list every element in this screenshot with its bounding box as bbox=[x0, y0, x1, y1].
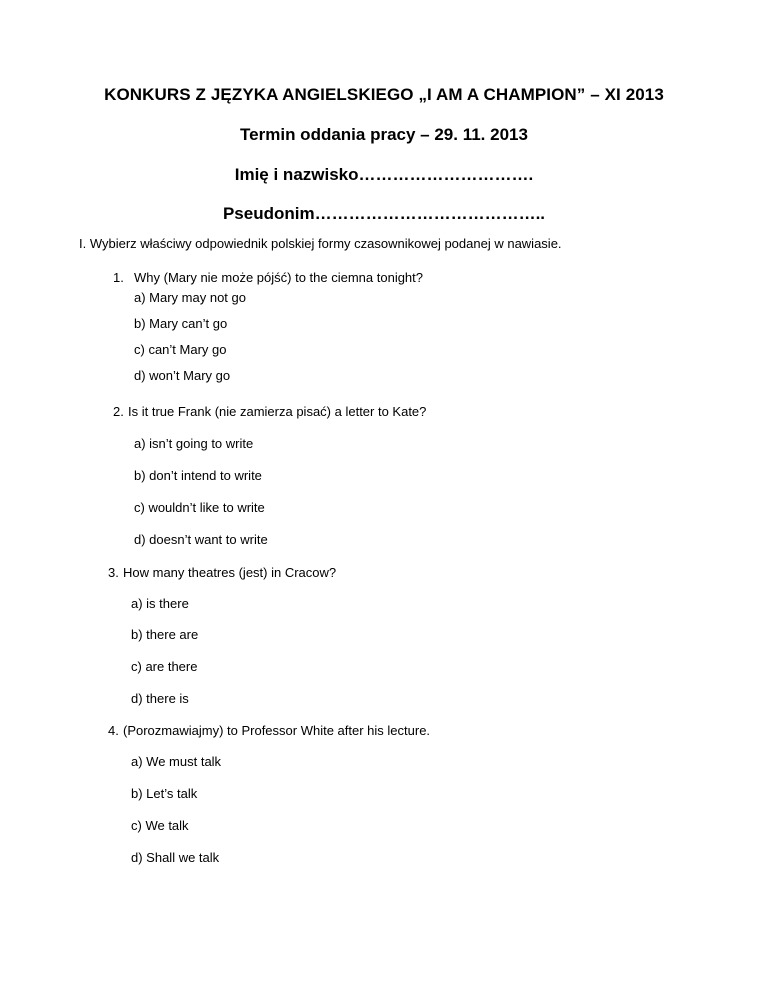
answer-option: b) Let’s talk bbox=[131, 786, 198, 801]
answer-option: d) there is bbox=[131, 691, 189, 706]
name-field-line: Imię i nazwisko…………………………. bbox=[234, 165, 534, 184]
answer-option: a) We must talk bbox=[131, 754, 222, 769]
question-number: 4. bbox=[108, 723, 119, 738]
answer-option: c) wouldn’t like to write bbox=[134, 500, 265, 515]
pseudonym-field-line: Pseudonim………………………………….. bbox=[222, 204, 546, 223]
answer-option: d) Shall we talk bbox=[131, 850, 220, 865]
answer-option: d) won’t Mary go bbox=[134, 368, 231, 383]
answer-option: a) Mary may not go bbox=[134, 290, 246, 305]
answer-option: c) We talk bbox=[131, 818, 189, 833]
answer-option: b) don’t intend to write bbox=[134, 468, 262, 483]
answer-option: c) are there bbox=[131, 659, 198, 674]
question-text: (Porozmawiajmy) to Professor White after his lecture. bbox=[123, 723, 431, 738]
question-number: 1. bbox=[113, 270, 124, 285]
answer-option: a) isn’t going to write bbox=[134, 436, 254, 451]
section-instruction: I. Wybierz właściwy odpowiednik polskiej formy czasownikowej podanej w nawiasie. bbox=[79, 236, 562, 251]
answer-option: b) Mary can’t go bbox=[134, 316, 228, 331]
contest-title: KONKURS Z JĘZYKA ANGIELSKIEGO „I AM A CHAMPION” – XI 2013 bbox=[104, 85, 664, 104]
question-text: Why (Mary nie może pójść) to the ciemna tonight? bbox=[134, 270, 424, 285]
answer-option: c) can’t Mary go bbox=[134, 342, 227, 357]
question-number: 2. bbox=[113, 404, 124, 419]
question-text: Is it true Frank (nie zamierza pisać) a letter to Kate? bbox=[128, 404, 427, 419]
deadline-line: Termin oddania pracy – 29. 11. 2013 bbox=[240, 125, 528, 144]
answer-option: d) doesn’t want to write bbox=[134, 532, 268, 547]
question-number: 3. bbox=[108, 565, 119, 580]
answer-option: a) is there bbox=[131, 596, 189, 611]
question-text: How many theatres (jest) in Cracow? bbox=[123, 565, 337, 580]
answer-option: b) there are bbox=[131, 627, 199, 642]
